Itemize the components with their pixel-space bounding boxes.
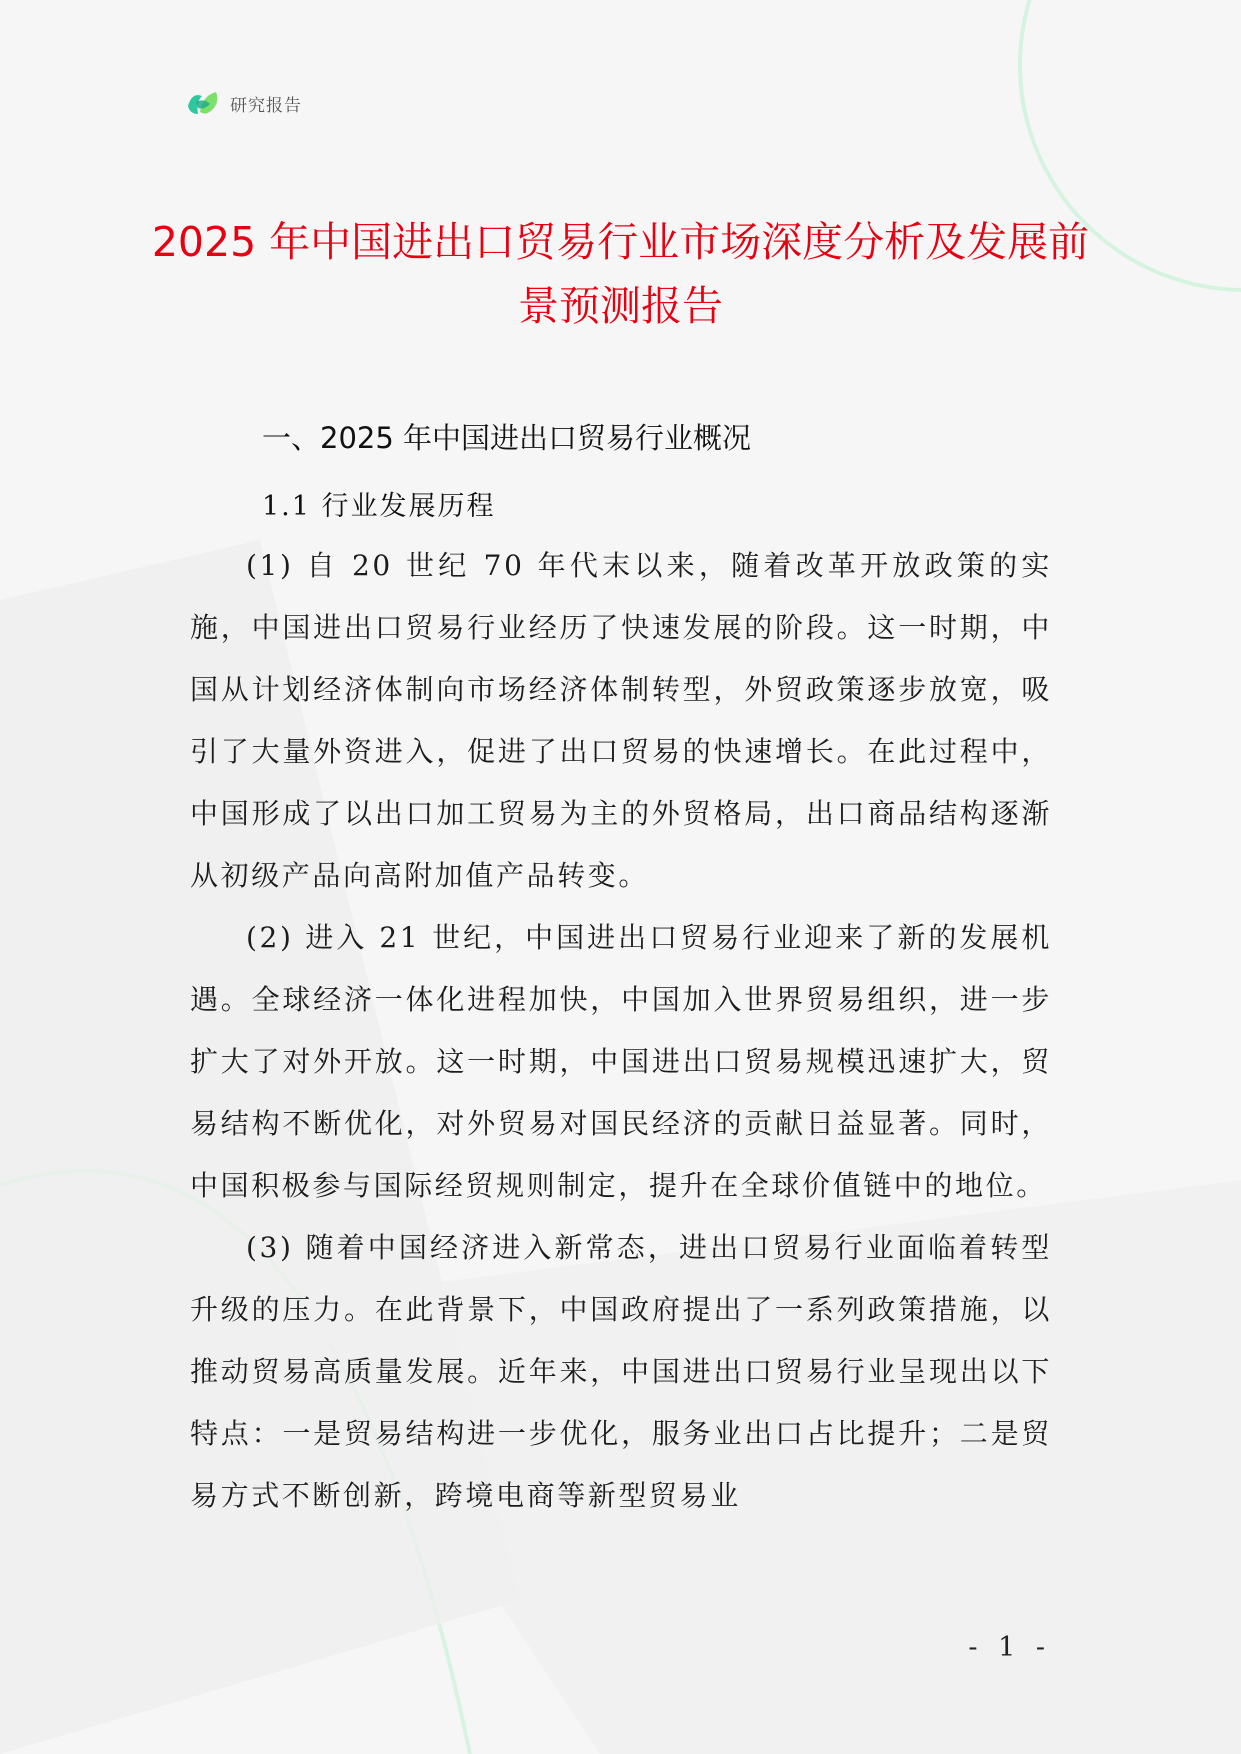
subsection-heading: 1.1 行业发展历程 [262, 491, 496, 522]
section-heading: 一、2025 年中国进出口贸易行业概况 [262, 421, 752, 455]
paragraph-3: (3) 随着中国经济进入新常态，进出口贸易行业面临着转型升级的压力。在此背景下，中国政府提出了一系列政策措施，以推动贸易高质量发展。近年来，中国进出口贸易行业呈现出以下特点：一是贸易结构进一步优化，服务业出口占比提升；二是贸易方式不断创新，跨境电商等新型贸易业 [190, 1231, 1052, 1512]
report-header [186, 88, 302, 118]
body-text [190, 535, 1052, 1527]
leaf-logo-icon [186, 88, 222, 118]
report-title: 2025 年中国进出口贸易行业市场深度分析及发展前景预测报告 [151, 218, 1090, 330]
page-number: - 1 - [968, 1632, 1051, 1663]
paragraph-2: (2) 进入 21 世纪，中国进出口贸易行业迎来了新的发展机遇。全球经济一体化进程加快，中国加入世界贸易组织，进一步扩大了对外开放。这一时期，中国进出口贸易规模迅速扩大，贸易结构不断优化，对外贸易对国民经济的贡献日益显著。同时，中国积极参与国际经贸规则制定，提升在全球价值链中的地位。 [190, 921, 1052, 1202]
paragraph-1: (1) 自 20 世纪 70 年代末以来，随着改革开放政策的实施，中国进出口贸易行业经历了快速发展的阶段。这一时期，中国从计划经济体制向市场经济体制转型，外贸政策逐步放宽，吸引了大量外资进入，促进了出口贸易的快速增长。在此过程中，中国形成了以出口加工贸易为主的外贸格局，出口商品结构逐渐从初级产品向高附加值产品转变。 [190, 549, 1052, 892]
logo-text: 研究报告 [230, 95, 302, 116]
